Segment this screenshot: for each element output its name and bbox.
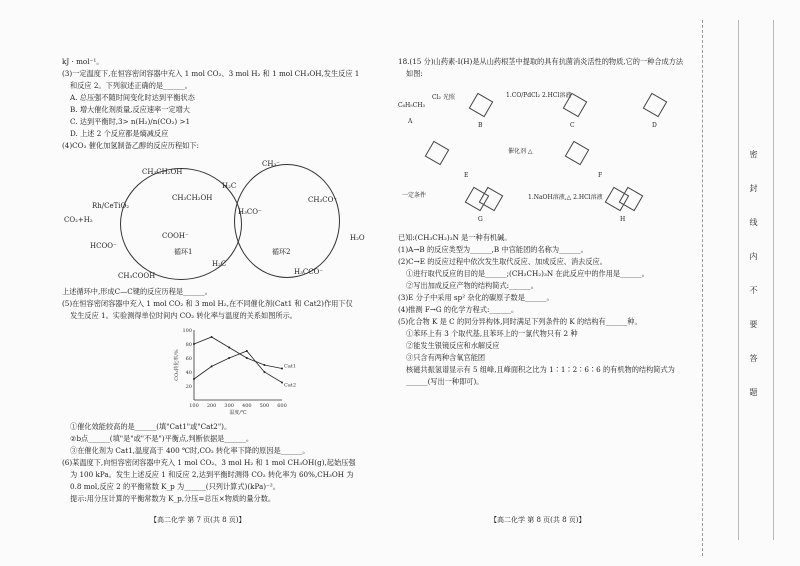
compound-label: F [598,172,603,179]
series-line-cat1 [194,337,282,369]
y-axis-label: CO₂转化率/% [174,349,180,381]
chart-svg [172,324,296,419]
text-line: kJ · mol⁻¹。 [62,57,104,66]
cycle-label: HCOO⁻ [90,242,117,250]
option-a: A. 总压强不随时间变化时达到平衡状态 [70,93,195,102]
cycle-label: H₂O [350,234,365,242]
seal-char: 线 [749,218,758,226]
text-line: (3)E 分子中采用 sp² 杂化的碳原子数是______。 [398,293,554,302]
benzene-ring [565,141,590,166]
text-line: 上述循环中,形成C—C键的反应历程是______。 [62,287,212,296]
conversion-chart [172,324,296,419]
benzene-ring [425,141,450,166]
data-point [281,368,283,370]
text-line: (4)CO₂ 催化加氢制备乙醇的反应历程如下: [62,141,199,150]
compound-label: D [652,122,657,129]
text-line: 发生反应 1。实验测得单位时间内 CO₂ 转化率与温度的关系如图所示。 [70,311,297,320]
text-line: ①催化效能较高的是______(填"Cat1"或"Cat2")。 [70,422,232,431]
x-tick-label: 600 [277,403,287,409]
text-line: (2)C→E 的反应过程中依次发生取代反应、加成反应、消去反应。 [398,257,607,266]
data-point [263,364,265,366]
binding-line [702,20,704,556]
text-line: (6)某温度下,向恒容密闭容器中充入 1 mol CO₂、3 mol H₂ 和 1 mol CH₃OH(g),起始压强 [62,458,356,467]
reagent-label: 1.CO/PdCl₂ 2.HCl溶液 [506,92,572,99]
seal-line-notice [706,150,766,410]
text-line: 和反应 2。下列叙述正确的是______。 [70,81,192,90]
cycle-label: CH₃CH₂OH [172,194,213,202]
option-c: C. 达到平衡时,3> n(H₂)/n(CO₂) >1 [70,117,191,126]
text-line: 已知:(CH₃CH₂)₃N 是一种有机碱。 [398,233,512,242]
y-tick-label: 80 [185,342,192,348]
text-line: ②b点______(填"是"或"不是")平衡点,判断依据是______。 [70,434,254,443]
cycle-label: H₃CCO⁻ [294,268,324,276]
cycle-1-label: 循环1 [174,248,193,256]
text-line: ①苯环上有 3 个取代基,且苯环上的一氯代物只有 2 种 [406,329,578,338]
y-tick-label: 20 [185,384,192,390]
synthesis-route-diagram [398,82,698,230]
seal-char: 封 [749,184,758,192]
left-page [62,56,382,505]
y-tick-label: 60 [185,356,192,362]
x-tick-label: 200 [206,403,217,409]
text-line: ③在催化剂为 Cat1,温度高于 400 ℃时,CO₂ 转化率下降的原因是______。 [70,446,310,455]
data-point [263,371,265,373]
x-tick-label: 500 [259,403,270,409]
data-point [193,378,195,380]
reagent-label: 一定条件 [402,192,427,199]
text-line: ①进行取代反应的目的是______;(CH₃CH₂)₃N 在此反应中的作用是______。 [406,269,649,278]
text-line: 提示:用分压计算的平衡常数为 K_p,分压=总压×物质的量分数。 [70,494,276,503]
right-page [398,56,698,388]
text-line: ______(写出一种即可)。 [406,377,484,386]
page-footer-right: 【高二化学 第 8 页(共 8 页)】 [490,516,586,524]
text-line: (5)在恒容密闭容器中充入 1 mol CO₂ 和 3 mol H₂,在不同催化剂(Cat1 和 Cat2)作用下仅 [62,299,353,308]
data-point [246,357,248,359]
series-line-cat2 [194,351,282,383]
text-line: 为 100 kPa。发生上述反应 1 和反应 2,达到平衡时测得 CO₂ 转化率为 60%,CH₃OH 为 [70,470,354,479]
option-d: D. 上述 2 个反应都是熵减反应 [70,129,169,138]
x-tick-label: 400 [242,403,252,409]
data-point [211,336,213,338]
compound-label: H [620,216,626,223]
seal-char: 不 [749,286,758,294]
cycle-label: H₂C [212,260,227,268]
text-line: ②能发生银镜反应和水解反应 [406,341,500,350]
text-line: (3)一定温度下,在恒容密闭容器中充入 1 mol CO₂、3 mol H₂ 和 1 mol CH₃OH,发生反应 1 [62,69,360,78]
y-tick-label: 100 [182,328,192,334]
series-label: Cat2 [284,382,296,389]
benzene-ring [643,93,668,118]
text-line: (5)化合物 K 是 C 的同分异构体,同时满足下列条件的 K 的结构有______种。 [398,317,642,326]
cycle-label: CO₂+H₂ [64,216,93,224]
text-line: (1)A→B 的反应类型为______,B 中官能团的名称为______。 [398,245,588,254]
cycle-label: CH₃CO⁻ [308,196,338,204]
compound-label: E [464,172,469,179]
compound-label: G [478,216,483,223]
reagent-label: 催化剂 △ [508,148,533,155]
seal-char: 密 [749,150,758,158]
text-line: (4)推测 F→G 的化学方程式:______。 [398,305,519,314]
reaction-cycle-diagram [62,154,382,284]
seal-char: 要 [749,320,758,328]
cycle-label: CH₃COOH [118,272,156,280]
seal-char: 题 [749,388,758,396]
x-axis-label: 温度/℃ [229,410,247,416]
page-footer-left: 【高二化学 第 7 页(共 8 页)】 [150,516,246,524]
option-b: B. 增大催化剂质量,反应速率一定增大 [70,105,190,114]
data-point [211,365,213,367]
y-tick-label: 40 [185,370,192,376]
compound-label: B [478,122,483,129]
text-line: ③只含有两种含氧官能团 [406,353,486,362]
text-line: 核磁共振氢谱显示有 5 组峰,且峰面积之比为 1∶1∶2∶6∶6 的有机物的结构简式为 [406,365,675,374]
cycle-label: H₃CO⁻ [238,208,262,216]
data-point [281,382,283,384]
data-point [228,347,230,349]
text-line: 0.8 mol,反应 2 的平衡常数 K_p 为______(只列计算式)(kPa)⁻²。 [70,482,280,491]
x-tick-label: 100 [189,403,199,409]
cycle-2-label: 循环2 [272,248,291,256]
compound-label: A [408,118,413,125]
data-point [193,343,195,345]
text-line: ②写出加成反应产物的结构简式:______。 [406,281,538,290]
compound-label: C [570,122,575,129]
structure-label: C₆H₅CH₃ [398,102,425,109]
cycle-label: CH₃CH₂OH [142,168,183,176]
cycle-2-ring [234,164,340,278]
data-point [246,350,248,352]
seal-char: 答 [749,354,758,362]
x-tick-label: 300 [224,403,234,409]
series-label: Cat1 [284,363,296,370]
question-title: 18.(15 分)山药素-Ⅰ(H)是从山药根茎中提取的具有抗菌消炎活性的物质,它的一种合成方法 [398,57,684,66]
cycle-label: Rh/CeTiO₂ [92,202,130,210]
benzene-ring [469,93,494,118]
reagent-label: 1.NaOH溶液,△ 2.HCl溶液 [528,194,603,201]
data-point [228,357,230,359]
cycle-label: CH₃⁻ [262,160,280,168]
reagent-label: Cl₂ 光照 [432,94,455,101]
seal-char: 内 [749,252,758,260]
text-line: 如图: [406,69,423,78]
cycle-label: COOH⁻ [162,232,189,240]
cycle-label: H₂C [222,182,237,190]
